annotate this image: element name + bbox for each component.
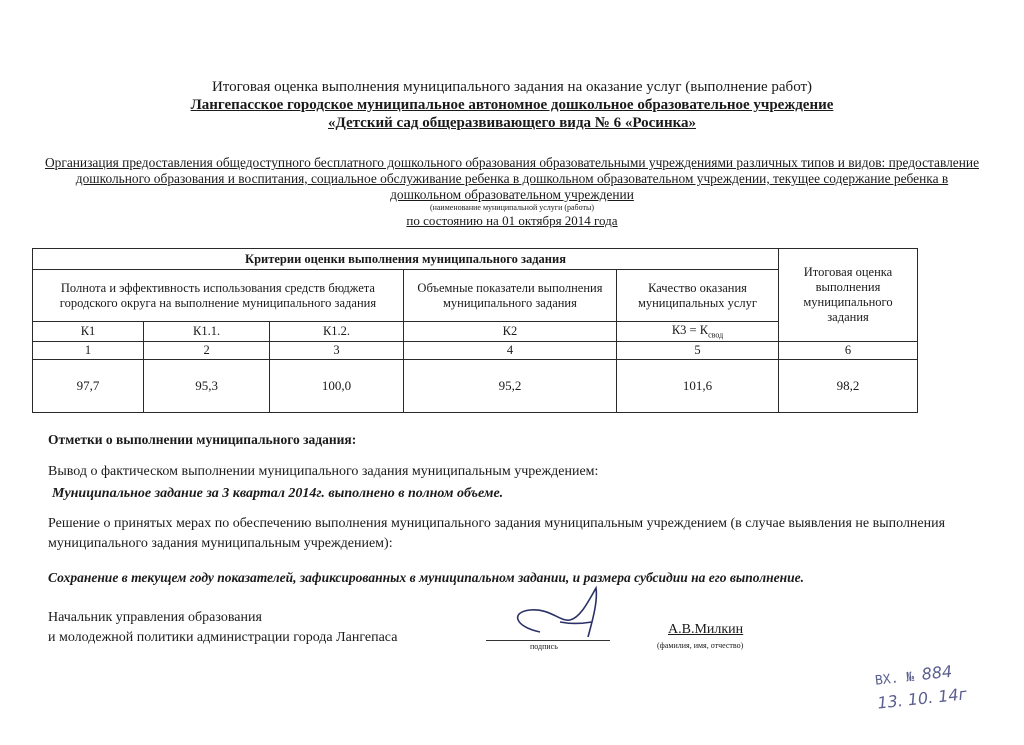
signature-caption: подпись (530, 642, 558, 651)
notes-title: Отметки о выполнении муниципального задания: (48, 432, 357, 447)
col-number: 2 (143, 341, 269, 359)
signatory-name: А.В.Милкин (668, 622, 744, 637)
col-k1-2: К1.2. (270, 322, 404, 342)
value-k2: 95,2 (403, 359, 616, 412)
name-caption: (фамилия, имя, отчество) (657, 641, 744, 650)
conclusion-text: Муниципальное задание за 3 квартал 2014г. выполнено в полном объеме. (52, 486, 504, 501)
value-k1-1: 95,3 (143, 359, 269, 412)
service-description (40, 155, 984, 229)
group-quality-header: Качество оказания муниципальных услуг (617, 270, 779, 322)
institution-name: Лангепасское городское муниципальное автономное дошкольное образовательное учреждение (190, 97, 834, 113)
value-k1-2: 100,0 (270, 359, 404, 412)
handwritten-signature (500, 582, 620, 652)
criteria-table (32, 248, 918, 413)
col-k1: К1 (33, 322, 144, 342)
value-k1: 97,7 (33, 359, 144, 412)
value-k3: 101,6 (617, 359, 779, 412)
incoming-stamp (874, 659, 968, 714)
report-date: по состоянию на 01 октября 2014 года (406, 213, 618, 228)
signatory-position (48, 608, 397, 648)
col-number: 1 (33, 341, 144, 359)
col-k2: К2 (403, 322, 616, 342)
stamp-number: 884 (920, 661, 954, 684)
decision-text: Сохранение в текущем году показателей, зафиксированных в муниципальном задании, и размера субсидии на его выполнение. (48, 570, 804, 585)
col-number: 5 (617, 341, 779, 359)
col-k1-1: К1.1. (143, 322, 269, 342)
position-line-1: Начальник управления образования (48, 610, 262, 625)
col-k3-subscript: свод (708, 330, 724, 340)
col-number: 3 (270, 341, 404, 359)
criteria-header: Критерии оценки выполнения муниципального задания (33, 249, 779, 270)
group-volume-header: Объемные показатели выполнения муниципального задания (403, 270, 616, 322)
document-title (40, 78, 984, 132)
service-text: Организация предоставления общедоступного бесплатного дошкольного образования образовательными учреждениями различных типов и видов: предоставление дошкольного образования и воспитания, социальное обслуживание ребенка в дошкольном образовательном учреждении, текущее содержание ребенка в дошкольном образовательном учреждении (44, 155, 980, 202)
group-budget-header: Полнота и эффективность использования средств бюджета городского округа на выполнение муниципального задания (33, 270, 404, 322)
conclusion-label: Вывод о фактическом выполнении муниципального задания муниципальным учреждением: (48, 464, 599, 479)
institution-subtitle: «Детский сад общеразвивающего вида № 6 «Росинка» (327, 115, 697, 131)
final-score-header: Итоговая оценка выполнения муниципального задания (779, 249, 918, 342)
decision-label: Решение о принятых мерах по обеспечению выполнения муниципального задания муниципальным учреждением (в случае выявления не выполнения муниципального задания муниципальным учреждением): (48, 516, 946, 551)
value-final: 98,2 (779, 359, 918, 412)
stamp-label: ВХ. № (874, 669, 915, 689)
stamp-date: 13. 10. 14г (876, 684, 968, 713)
title-line-1: Итоговая оценка выполнения муниципального задания на оказание услуг (выполнение работ) (211, 79, 813, 95)
signature-line (486, 640, 610, 641)
col-k3 (617, 322, 779, 342)
position-line-2: и молодежной политики администрации города Лангепаса (48, 630, 398, 645)
col-k3-label: К3 = К (671, 323, 709, 337)
col-number: 6 (779, 341, 918, 359)
service-caption: (наименование муниципальной услуги (работы) (429, 203, 595, 212)
col-number: 4 (403, 341, 616, 359)
